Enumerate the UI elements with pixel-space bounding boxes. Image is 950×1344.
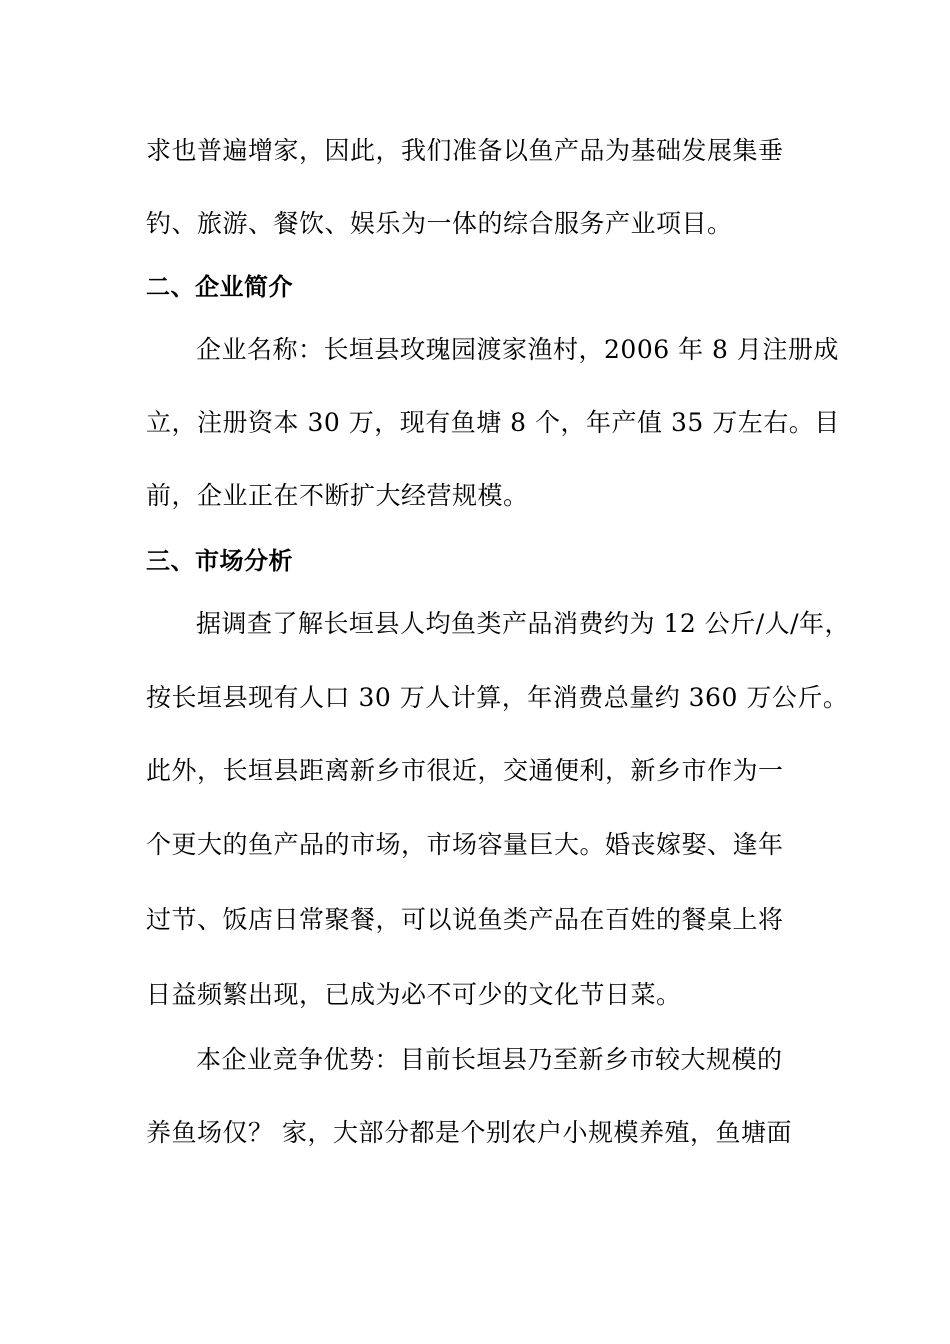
paragraph-line: 养鱼场仅？ 家，大部分都是个别农户小规模养殖，鱼塘面: [146, 1118, 792, 1147]
paragraph-line: 前，企业正在不断扩大经营规模。: [146, 481, 529, 510]
paragraph-line: 过节、饭店日常聚餐，可以说鱼类产品在百姓的餐桌上将: [146, 905, 784, 934]
section-heading: 二、企业简介: [146, 273, 293, 301]
paragraph-line: 立，注册资本 30 万，现有鱼塘 8 个，年产值 35 万左右。目: [146, 408, 840, 437]
paragraph-line: 本企业竞争优势：目前长垣县乃至新乡市较大规模的: [196, 1045, 783, 1074]
paragraph-line: 日益频繁出现，已成为必不可少的文化节日菜。: [146, 980, 682, 1009]
section-heading: 三、市场分析: [146, 547, 293, 575]
paragraph-line: 此外，长垣县距离新乡市很近，交通便利，新乡市作为一: [146, 756, 784, 785]
paragraph-line: 个更大的鱼产品的市场，市场容量巨大。婚丧嫁娶、逢年: [146, 830, 784, 859]
paragraph-line: 据调查了解长垣县人均鱼类产品消费约为 12 公斤/人/年，: [196, 609, 851, 638]
paragraph-line: 钓、旅游、餐饮、娱乐为一体的综合服务产业项目。: [146, 209, 733, 238]
paragraph-line: 企业名称：长垣县玫瑰园渡家渔村，2006 年 8 月注册成: [196, 335, 839, 364]
paragraph-line: 按长垣县现有人口 30 万人计算，年消费总量约 360 万公斤。: [146, 683, 849, 712]
paragraph-line: 求也普遍增家，因此，我们准备以鱼产品为基础发展集垂: [146, 136, 784, 165]
